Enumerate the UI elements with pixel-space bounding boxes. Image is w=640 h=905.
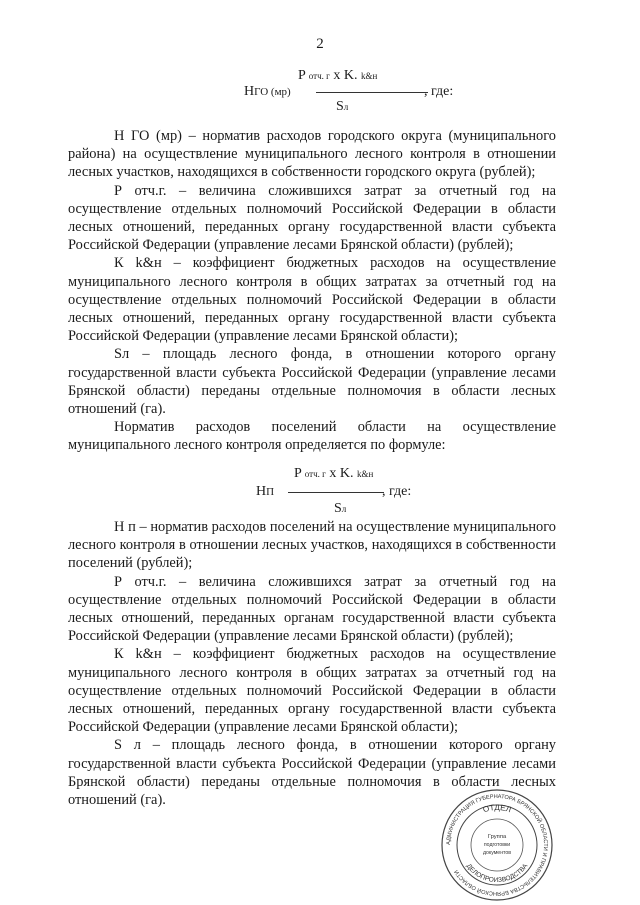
paragraph: S л – площадь лесного фонда, в отношении которого органу государственной власти субъекта Российской Федерации (управление лесами Брянской области) переданы отдельные полномочия в области лесных отношений (га). — [68, 737, 556, 809]
text-block-2 — [68, 518, 556, 809]
stamp-center-line: подготовки — [483, 842, 511, 848]
svg-text:ОТДЕЛ — [482, 803, 512, 814]
stamp-center-line: документов — [482, 850, 512, 856]
paragraph: Р отч.г. – величина сложившихся затрат за отчетный год на осуществление отдельных полномочий Российской Федерации в области лесных отношений, переданных органам государственной власти субъекта Российской Федерации (управление лесами Брянской области) (рублей); — [68, 573, 556, 645]
formula-denominator: Sл — [334, 501, 347, 516]
paragraph: Н п – норматив расходов поселений на осуществление муниципального лесного контроля в отношении лесных участков, находящихся в собственности поселений (рублей); — [68, 519, 556, 572]
paragraph: Sл – площадь лесного фонда, в отношении которого органу государственной власти субъекта Российской Федерации (управление лесами Брянской области) переданы отдельные полномочия в области лесных отношений (га). — [68, 346, 556, 418]
page-number: 2 — [316, 36, 324, 52]
paragraph: Р отч.г. – величина сложившихся затрат за отчетный год на осуществление отдельных полномочий Российской Федерации в области лесных отношений, переданных органу государственной власти субъекта Российской Федерации (управление лесами Брянской области) (рублей); — [68, 182, 556, 254]
stamp-top-text: ОТДЕЛ — [481, 802, 513, 815]
formula-lhs: НП — [256, 484, 275, 499]
svg-text:ДЕЛОПРОИЗВОДСТВА — [465, 862, 530, 884]
fraction-bar — [288, 492, 384, 493]
formula-go — [236, 68, 536, 116]
formula-denominator: Sл — [336, 99, 349, 114]
paragraph: К k&н – коэффициент бюджетных расходов на осуществление муниципального лесного контроля в общих затратах за отчетный год на осуществление отдельных полномочий Российской Федерации в области лесных отношений, переданных органу государственной власти субъекта Российской Федерации (управление лесами Брянской области); — [68, 255, 556, 345]
formula-p — [252, 466, 552, 516]
formula-numerator: P отч. г x K. k&н — [298, 68, 378, 83]
text-block-1 — [68, 127, 556, 455]
formula-where: , где: — [424, 84, 454, 99]
stamp-seal — [440, 788, 554, 902]
stamp-bottom-text: ДЕЛОПРОИЗВОДСТВА — [464, 862, 530, 885]
fraction-bar — [316, 92, 428, 93]
stamp-ring-text: АДМИНИСТРАЦИЯ ГУБЕРНАТОРА БРЯНСКОЙ ОБЛАСТИ И ПРАВИТЕЛЬСТВА БРЯНСКОЙ ОБЛАСТИ — [445, 793, 549, 897]
stamp-center-line: Группа — [487, 834, 507, 840]
formula-lhs: НГО (мр) — [244, 84, 291, 99]
paragraph: К k&н – коэффициент бюджетных расходов на осуществление муниципального лесного контроля в общих затратах за отчетный год на осуществление отдельных полномочий Российской Федерации в области лесных отношений, переданных органу государственной власти субъекта Российской Федерации (управление лесами Брянской области); — [68, 646, 556, 736]
paragraph: Норматив расходов поселений области на осуществление муниципального лесного контроля определяется по формуле: — [68, 419, 556, 454]
paragraph: Н ГО (мр) – норматив расходов городского округа (муниципального района) на осуществление муниципального лесного контроля в отношении лесных участков, находящихся в собственности городского округа (рублей); — [68, 128, 556, 181]
formula-where: , где: — [382, 484, 412, 499]
formula-numerator: P отч. г x K. k&н — [294, 466, 374, 481]
